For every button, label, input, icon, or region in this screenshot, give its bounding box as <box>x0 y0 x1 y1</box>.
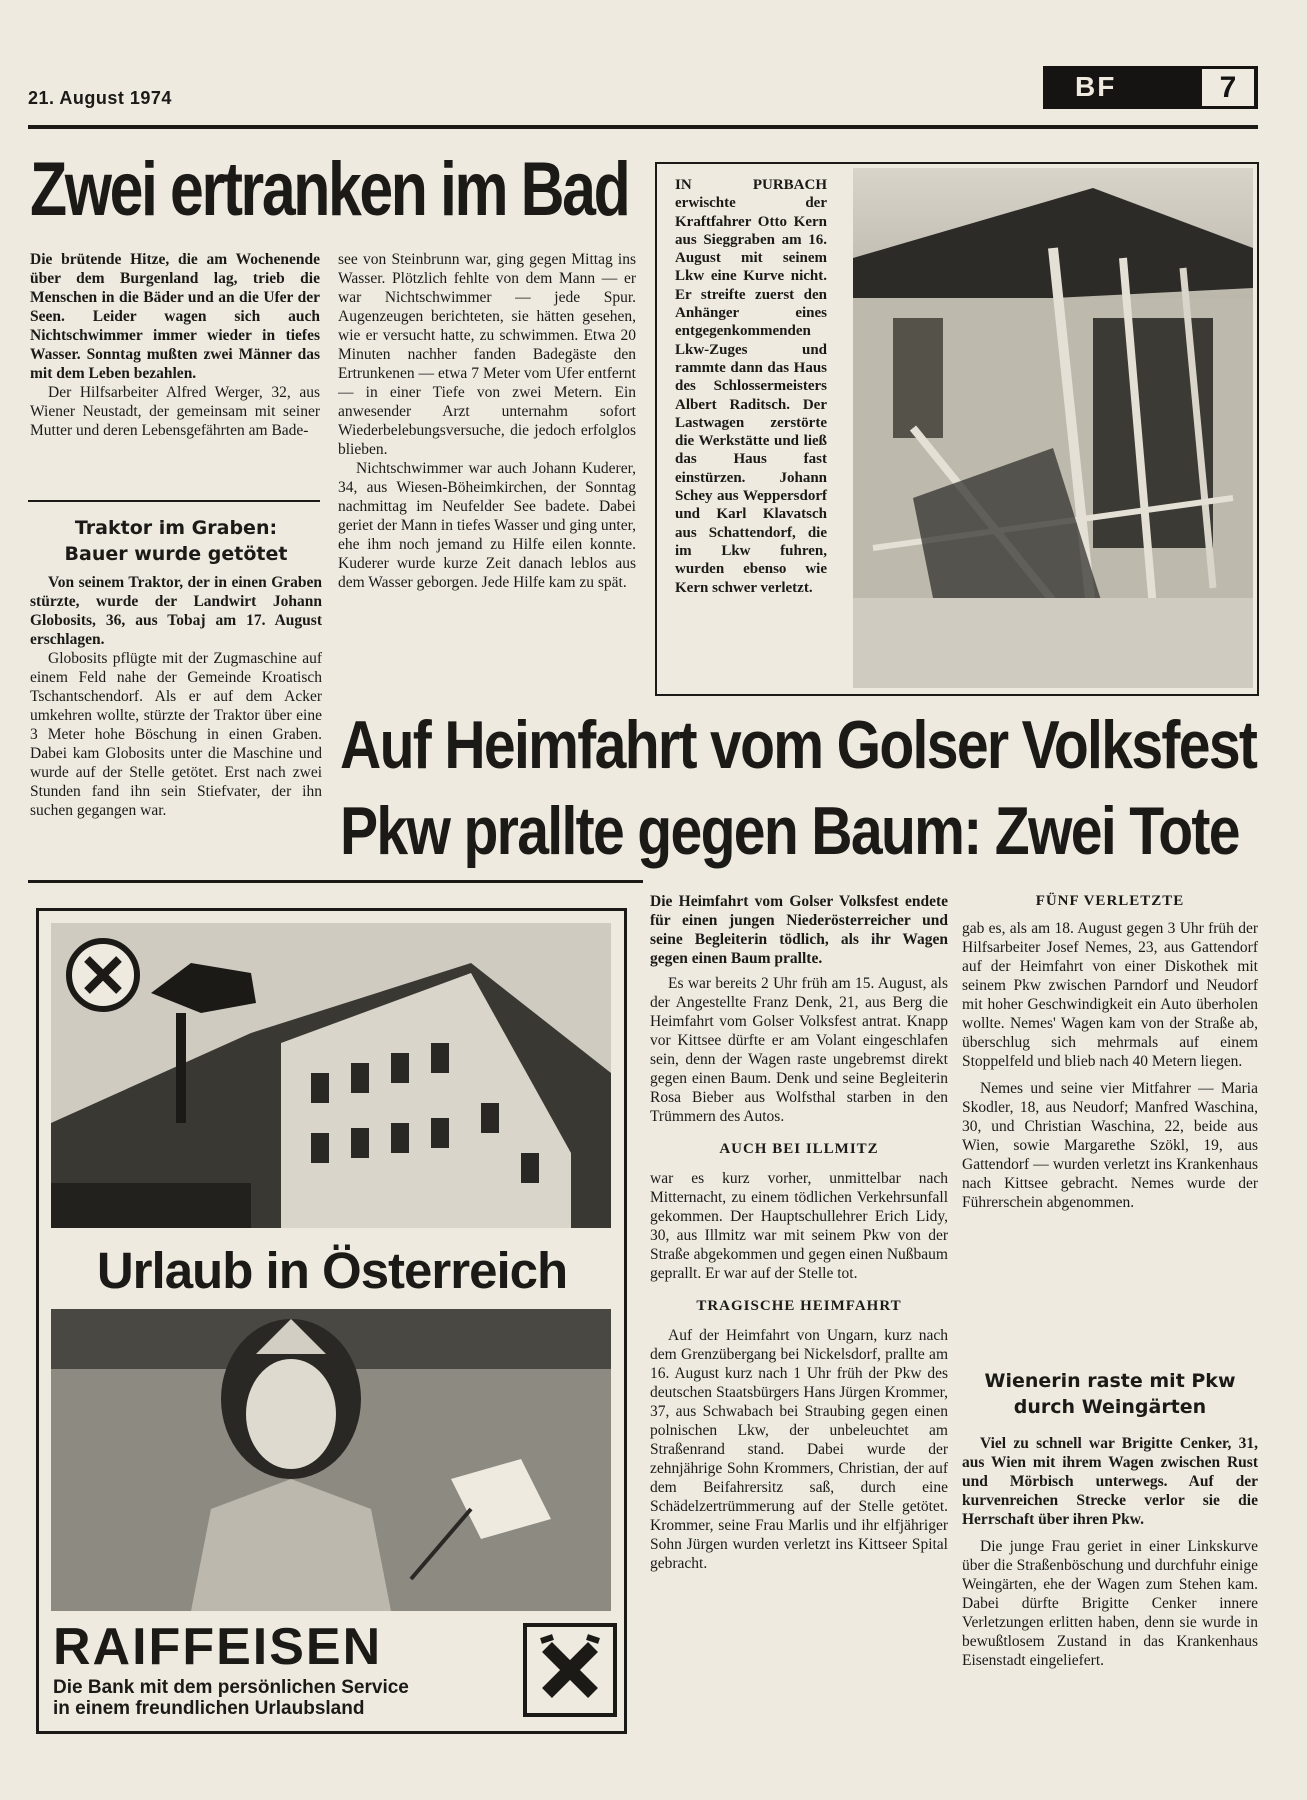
raiffeisen-ad <box>36 908 627 1734</box>
article2-paragraph: Globosits pflügte mit der Zugmaschine auf einem Feld nahe der Gemeinde Kroatisch Tschantschendorf. Als er auf dem Acker umkehren wollte, stürzte der Traktor über eine 3 Meter hohe Böschung in einen Graben. Dabei kam Globosits unter die Maschine und wurde auf der Stelle getötet. Erst nach zwei Stunden fand ihn sein Stiefvater, der ihn suchen gegangen war. <box>30 650 322 819</box>
subhead-tragische-heimfahrt: TRAGISCHE HEIMFAHRT <box>696 1298 902 1314</box>
article2 <box>30 515 322 820</box>
ad-girl-drawing <box>51 1309 611 1611</box>
page-number: 7 <box>1202 69 1254 106</box>
ad-rule <box>28 880 643 883</box>
article1-paragraph: see von Steinbrunn war, ging gegen Mittag ins Wasser. Plötzlich fehlte von dem Mann — er war Nichtschwimmer — jede Spur. Augenzeugen berichteten, sie hätten gesehen, wie er versucht hatte, zu schwimmen. Etwa 20 Minuten nachher fanden Badegäste den Ertrunkenen — etwa 7 Meter vom Ufer entfernt — in einer Tiefe von zwei Metern. Ein anwesender Arzt unternahm sofort Wiederbelebungsversuche, die jedoch erfolglos blieben. <box>338 251 636 458</box>
article3-col2 <box>962 892 1258 1212</box>
article2-headline-line2: Bauer wurde getötet <box>64 543 288 565</box>
article4-body <box>962 1434 1258 1670</box>
ad-brand: RAIFFEISEN <box>53 1618 383 1676</box>
article3-paragraph: Es war bereits 2 Uhr früh am 15. August, als der Angestellte Franz Denk, 21, aus Berg die Heimfahrt vom Golser Volksfest antrat. Knapp vor Kittsee dürfte er am Volant eingeschlafen sein, denn der Wagen raste ungebremst direkt gegen einen Baum. Denk und seine Begleiterin Rosa Bieber aus Wolfsthal starben in den Trümmern des Autos. <box>650 975 948 1125</box>
ad-tagline <box>53 1677 523 1719</box>
article3-col1 <box>650 892 948 1573</box>
article2-body <box>30 573 322 820</box>
ad-title: Urlaub in Österreich <box>96 1242 568 1299</box>
article3-lead: Die Heimfahrt vom Golser Volksfest endete für einen jungen Niederösterreicher und seine Begleiterin tödlich, als ihr Wagen gegen einen Baum prallte. <box>650 893 948 967</box>
article1-lead: Die brütende Hitze, die am Wochenende über dem Burgenland lag, trieb die Menschen in die Bäder und an die Ufer der Seen. Leider wagen sich auch Nichtschwimmer immer wieder in tiefes Wasser. Sonntag mußten zwei Männer das mit dem Leben bezahlen. <box>30 251 320 382</box>
article2-headline-line1: Traktor im Graben: <box>74 517 278 539</box>
ad-tagline-line2: in einem freundlichen Urlaubsland <box>53 1698 365 1719</box>
damaged-house-drawing <box>853 168 1253 688</box>
subhead-fuenf-verletzte: FÜNF VERLETZTE <box>1035 893 1185 909</box>
purbach-photo-box <box>655 162 1259 696</box>
article3-paragraph: Auf der Heimfahrt von Ungarn, kurz nach dem Grenzübergang bei Nickelsdorf, prallte am 16. August kurz nach 1 Uhr früh der Pkw des deutschen Staatsbürgers Hans Jürgen Krommer, 37, aus Schwabach bei Straubing gegen einen polnischen Lkw, der unbeleuchtet am Straßenrand stand. Dabei wurde der zehnjährige Sohn Krommers, Christian, der auf dem Beifahrersitz saß, durch eine Schädelzertrümmerung auf der Stelle getötet. Krommer, seine Frau Marlis und ihr elfjähriger Sohn Jürgen wurden verletzt ins Kittseer Spital gebracht. <box>650 1327 948 1572</box>
ad-building-drawing <box>51 923 611 1228</box>
article1-paragraph: Der Hilfsarbeiter Alfred Werger, 32, aus Wiener Neustadt, der gemeinsam mit seiner Mutter und deren Lebensgefährten am Bade- <box>30 384 320 439</box>
article4-paragraph: Die junge Frau geriet in einer Linkskurve über die Straßenböschung und durchfuhr einige Weingärten, ehe der Wagen zum Stehen kam. Dabei dürfte Brigitte Cenker innere Verletzungen erlitten haben, denn sie wurde in bewußtlosem Zustand in das Krankenhaus Eisenstadt eingeliefert. <box>962 1538 1258 1669</box>
article3-paragraph: Nemes und seine vier Mitfahrer — Maria Skodler, 18, aus Neudorf; Manfred Waschina, 30, und Christian Waschina, 22, beide aus Wien, sowie Margarethe Szökl, 19, aus Gattendorf — wurden verletzt ins Krankenhaus nach Kittsee gebracht. Nemes wurde der Führerschein abgenommen. <box>962 1080 1258 1211</box>
article3-paragraph: war es kurz vorher, unmittelbar nach Mitternacht, zu einem tödlichen Verkehrsunfall gekommen. Der Hauptschullehrer Erich Lidy, 30, aus Illmitz war mit seinem Pkw von der Straße abgekommen und gegen einen Nußbaum geprallt. Er war auf der Stelle tot. <box>650 1170 948 1282</box>
subhead-illmitz: AUCH BEI ILLMITZ <box>719 1141 879 1157</box>
damaged-house-photo <box>853 168 1253 688</box>
article2-lead: Von seinem Traktor, der in einen Graben stürzte, wurde der Landwirt Johann Globosits, 36, aus Tobaj am 17. August erschlagen. <box>30 574 322 648</box>
article1-col2 <box>338 250 636 592</box>
article1-col1 <box>30 250 320 440</box>
section-rule <box>28 500 320 502</box>
article3-paragraph: gab es, als am 18. August gegen 3 Uhr früh der Hilfsarbeiter Josef Nemes, 23, aus Gattendorf auf der Heimfahrt von einer Diskothek mit seinem Pkw zwischen Parndorf und Neudorf mit hoher Geschwindigkeit ein Auto überholen wollte. Nemes' Wagen kam von der Straße ab, überschlug sich mehrmals auf einem Stoppelfeld und blieb nach 40 Metern liegen. <box>962 920 1258 1070</box>
headline-golser-volksfest <box>340 702 1257 874</box>
photo-caption: IN PURBACH erwischte der Kraftfahrer Otto Kern aus Sieggraben am 16. August mit seinem Lkw eine Kurve nicht. Er streifte zuerst den Anhänger eines entgegenkommenden Lkw-Zuges und rammte dann das Haus des Schlossermeisters Albert Raditsch. Der Lastwagen zerstörte die Werkstätte und ließ das Haus fast einstürzen. Johann Schey aus Weppersdorf und Karl Klavatsch aus Schattendorf, die im Lkw fuhren, wurden ebenso wie Kern schwer verletzt. <box>675 177 827 596</box>
headline-line2: Pkw prallte gegen Baum: Zwei Tote <box>340 793 1239 869</box>
page-badge <box>1043 66 1258 109</box>
ad-tagline-line1: Die Bank mit dem persönlichen Service <box>53 1677 409 1698</box>
raiffeisen-logo-icon <box>523 1623 617 1717</box>
ad-girl-photo <box>51 1309 611 1611</box>
article1-paragraph: Nichtschwimmer war auch Johann Kuderer, 34, aus Wiesen-Böheimkirchen, der Sonntag nachmittag im Neufelder See badete. Dabei geriet der Mann in tiefes Wasser und ging unter, ehe ihm noch jemand zu Hilfe eilen konnte. Kuderer wurde kurze Zeit danach leblos aus dem Wasser geborgen. Jede Hilfe kam zu spät. <box>338 460 636 591</box>
article4-headline-line2: durch Weingärten <box>1013 1396 1207 1418</box>
article4 <box>962 1368 1258 1670</box>
article4-headline-line1: Wienerin raste mit Pkw <box>984 1370 1236 1392</box>
issue-date: 21. August 1974 <box>28 88 172 108</box>
ad-building-photo <box>51 923 611 1228</box>
headline-line1: Auf Heimfahrt vom Golser Volksfest <box>340 707 1257 783</box>
article4-lead: Viel zu schnell war Brigitte Cenker, 31, aus Wien mit ihrem Wagen zwischen Rust und Mörbisch unterwegs. Auf der kurvenreichen Strecke verlor sie die Herrschaft über ihren Pkw. <box>962 1435 1258 1528</box>
header-rule <box>28 125 1258 129</box>
paper-abbreviation: BF <box>1075 71 1117 102</box>
headline-zwei-ertranken: Zwei ertranken im Bad <box>30 147 629 232</box>
